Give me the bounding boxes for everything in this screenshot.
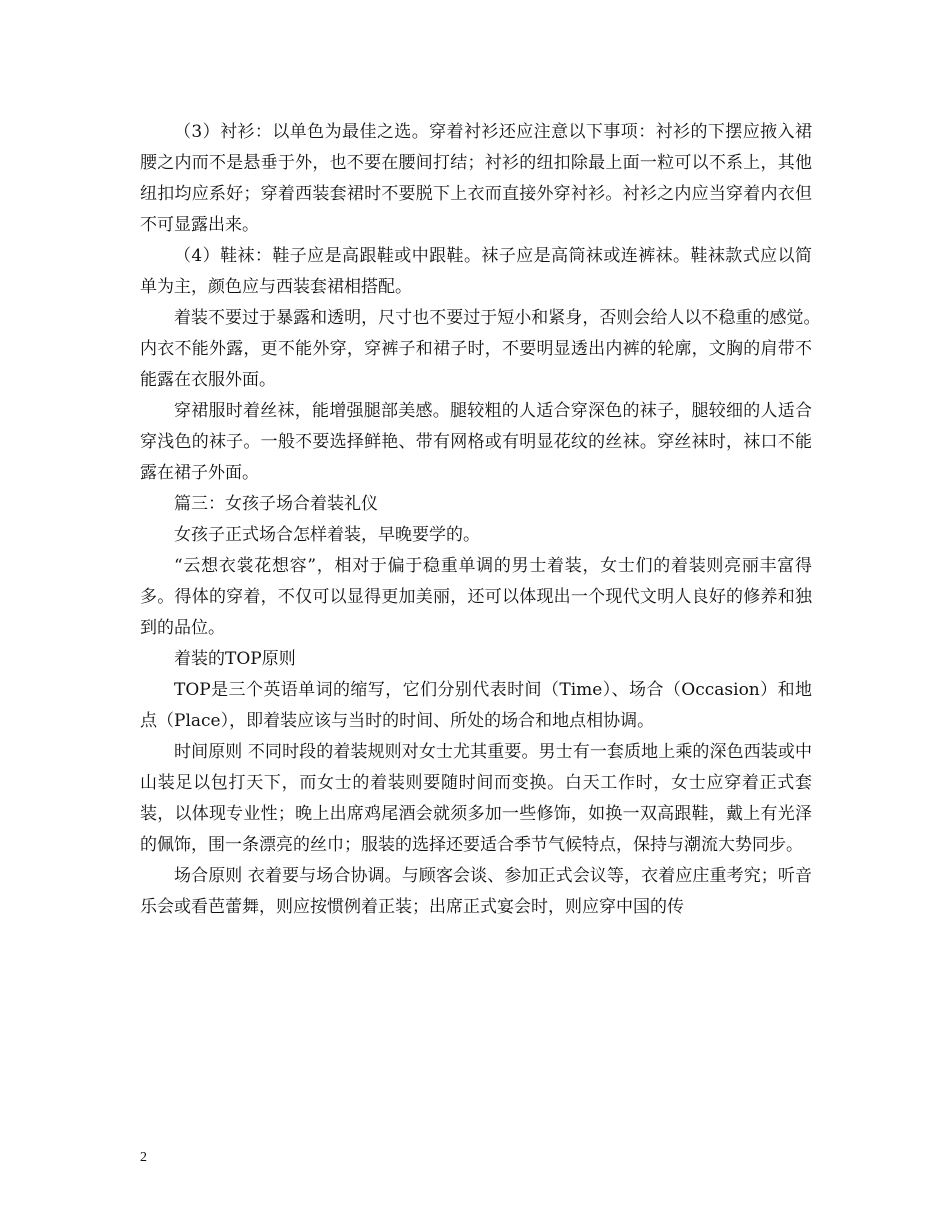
paragraph-intro: 女孩子正式场合怎样着装，早晚要学的。: [174, 525, 480, 545]
paragraph-shirt: （3）衬衫：以单色为最佳之选。穿着衬衫还应注意以下事项：衬衫的下摆应掖入裙腰之内而不是悬垂于外，也不要在腰间打结；衬衫的纽扣除最上面一粒可以不系上，其他纽扣均应系好；穿着西装套裙时不要脱下上衣而直接外穿衬衫。衬衫之内应当穿着内衣但不可显露出来。: [140, 122, 812, 235]
paragraph-occasion-principle: 场合原则 衣着要与场合协调。与顾客会谈、参加正式会议等，衣着应庄重考究；听音乐会或看芭蕾舞，则应按惯例着正装；出席正式宴会时，则应穿中国的传: [140, 866, 812, 917]
paragraph-shoes-socks: （4）鞋袜：鞋子应是高跟鞋或中跟鞋。袜子应是高筒袜或连裤袜。鞋袜款式应以简单为主，颜色应与西装套裙相搭配。: [140, 246, 812, 297]
paragraph-top-definition: TOP是三个英语单词的缩写，它们分别代表时间（Time）、场合（Occasion）和地点（Place），即着装应该与当时的时间、所处的场合和地点相协调。: [140, 680, 812, 731]
paragraph-stockings: 穿裙服时着丝袜，能增强腿部美感。腿较粗的人适合穿深色的袜子，腿较细的人适合穿浅色的袜子。一般不要选择鲜艳、带有网格或有明显花纹的丝袜。穿丝袜时，袜口不能露在裙子外面。: [140, 401, 812, 483]
subheading-top-principle: 着装的TOP原则: [174, 649, 296, 669]
document-body: [140, 117, 829, 923]
section-heading: 篇三：女孩子场合着装礼仪: [174, 494, 378, 514]
paragraph-quote: “云想衣裳花想容”，相对于偏于稳重单调的男士着装，女士们的着装则亮丽丰富得多。得体的穿着，不仅可以显得更加美丽，还可以体现出一个现代文明人良好的修养和独到的品位。: [140, 556, 812, 638]
page-number: 2: [140, 1150, 147, 1165]
paragraph-time-principle: 时间原则 不同时段的着装规则对女士尤其重要。男士有一套质地上乘的深色西装或中山装足以包打天下，而女士的着装则要随时间而变换。白天工作时，女士应穿着正式套装，以体现专业性；晚上出席鸡尾酒会就须多加一些修饰，如换一双高跟鞋，戴上有光泽的佩饰，围一条漂亮的丝巾；服装的选择还要适合季节气候特点，保持与潮流大势同步。: [140, 742, 812, 855]
paragraph-exposure: 着装不要过于暴露和透明，尺寸也不要过于短小和紧身，否则会给人以不稳重的感觉。 内衣不能外露，更不能外穿，穿裤子和裙子时，不要明显透出内裤的轮廓，文胸的肩带不能露在衣服外面。: [140, 308, 829, 390]
